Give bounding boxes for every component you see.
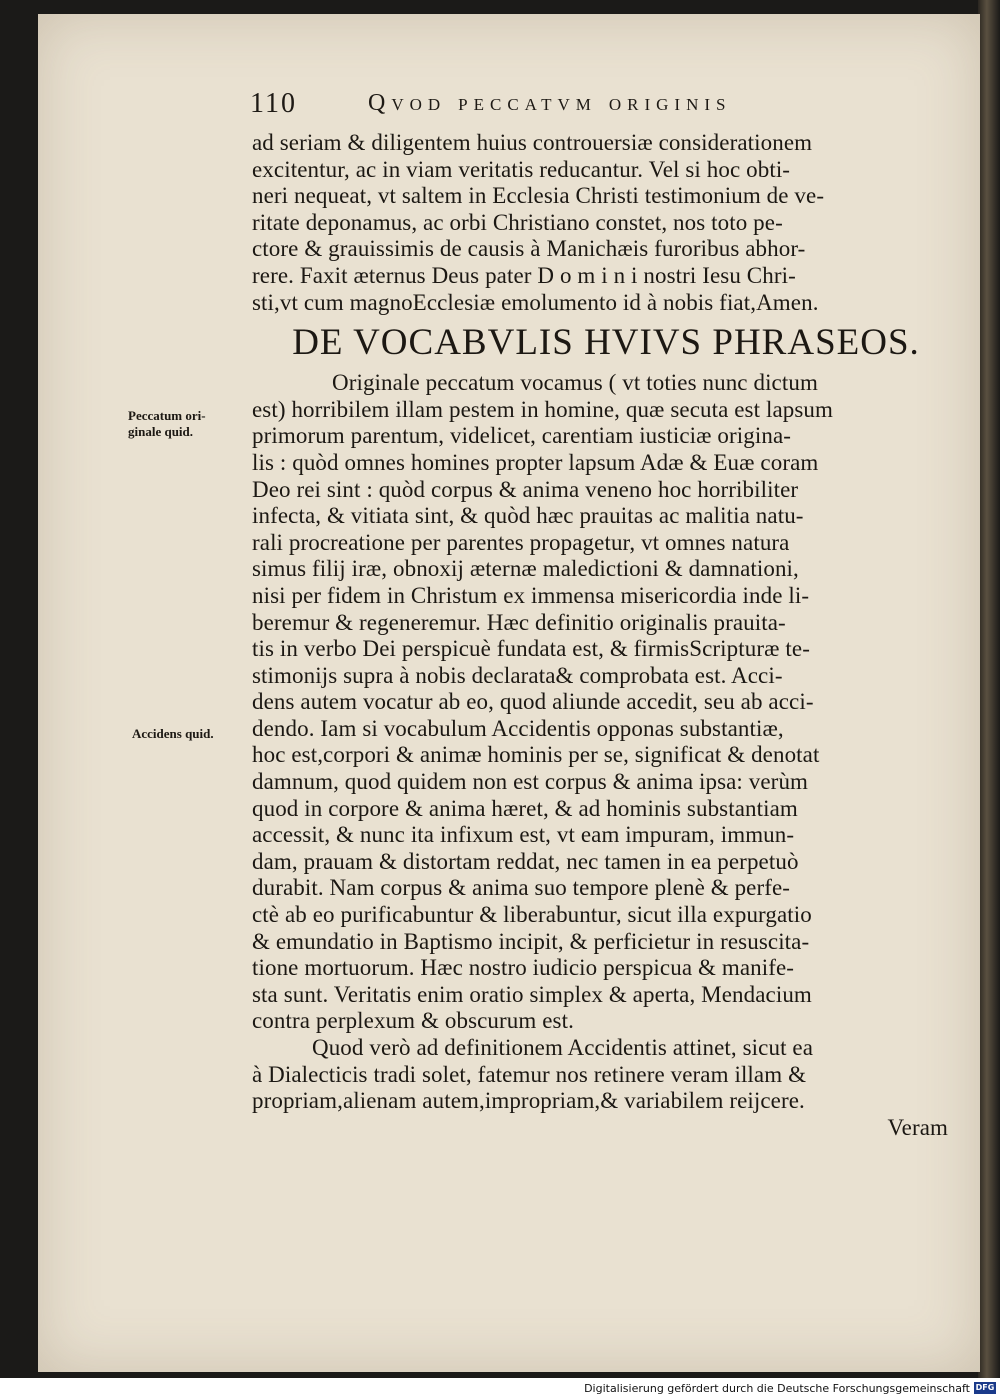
- margin-note-line: ginale quid.: [128, 424, 194, 439]
- text-line: quod in corpore & anima hæret, & ad hominis substantiam: [252, 795, 798, 821]
- text-line: primorum parentum, videlicet, carentiam iusticiæ origina-: [252, 423, 792, 449]
- margin-note-peccatum: [128, 408, 206, 440]
- text-line: ctè ab eo purificabuntur & liberabuntur, sicut illa expurgatio: [252, 902, 812, 928]
- text-line: excitentur, ac in viam veritatis reducantur. Vel si hoc obti-: [252, 156, 791, 182]
- text-line: Originale peccatum vocamus ( vt toties nunc dictum: [332, 370, 818, 396]
- margin-note-line: Peccatum ori-: [128, 408, 206, 423]
- footer-credit: Digitalisierung gefördert durch die Deutsche Forschungsgemeinschaft: [584, 1382, 970, 1395]
- text-line: Deo rei sint : quòd corpus & anima veneno hoc horribiliter: [252, 476, 799, 502]
- catchword: Veram: [887, 1114, 948, 1140]
- text-line: sti,vt cum magnoEcclesiæ emolumento id à nobis fiat,Amen.: [252, 289, 819, 315]
- text-line: infecta, & vitiata sint, & quòd hæc prauitas ac malitia natu-: [252, 503, 804, 529]
- paragraph-definition: [252, 370, 960, 1035]
- text-line: accessit, & nunc ita infixum est, vt eam impuram, immun-: [252, 822, 795, 848]
- paragraph-intro: [252, 130, 960, 316]
- text-line: dam, prauam & distortam reddat, nec tamen in ea perpetuò: [252, 848, 799, 874]
- section-heading: DE VOCABVLIS HVIVS PHRASEOS.: [292, 322, 920, 364]
- text-line: simus filij iræ, obnoxij æternæ maledictioni & damnationi,: [252, 556, 799, 582]
- text-line: durabit. Nam corpus & anima suo tempore plenè & perfe-: [252, 875, 791, 901]
- text-line: rali procreatione per parentes propagetur, vt omnes natura: [252, 529, 790, 555]
- text-line: tione mortuorum. Hæc nostro iudicio perspicua & manife-: [252, 955, 795, 981]
- text-line: damnum, quod quidem non est corpus & anima ipsa: verùm: [252, 769, 809, 795]
- text-line: dens autem vocatur ab eo, quod aliunde accedit, seu ab acci-: [252, 689, 814, 715]
- text-line: sta sunt. Veritatis enim oratio simplex & aperta, Mendacium: [252, 981, 812, 1007]
- page-number: 110: [250, 88, 297, 119]
- text-line: & emundatio in Baptismo incipit, & perficietur in resuscita-: [252, 928, 810, 954]
- running-title: Qvod peccatvm originis: [368, 90, 732, 116]
- text-line: tis in verbo Dei perspicuè fundata est, & firmisScripturæ te-: [252, 636, 810, 662]
- text-line: Quod verò ad definitionem Accidentis attinet, sicut ea: [312, 1035, 814, 1060]
- text-line: est) horribilem illam pestem in homine, quæ secuta est lapsum: [252, 396, 833, 422]
- text-line: rere. Faxit æternus Deus pater D o m i n i nostri Iesu Chri-: [252, 262, 796, 288]
- text-line: dendo. Iam si vocabulum Accidentis opponas substantiæ,: [252, 715, 784, 741]
- dfg-logo-icon: DFG: [975, 1383, 995, 1392]
- text-line: ctore & grauissimis de causis à Manichæis furoribus abhor-: [252, 236, 806, 262]
- text-line: hoc est,corpori & animæ hominis per se, significat & denotat: [252, 742, 820, 768]
- text-line: ritate deponamus, ac orbi Christiano constet, nos toto pe-: [252, 209, 783, 235]
- text-line: neri nequeat, vt saltem in Ecclesia Christi testimonium de ve-: [252, 183, 825, 209]
- text-line: lis : quòd omnes homines propter lapsum Adæ & Euæ coram: [252, 449, 819, 475]
- text-line: contra perplexum & obscurum est.: [252, 1008, 574, 1034]
- text-line: ad seriam & diligentem huius controuersiæ considerationem: [252, 130, 813, 155]
- page-header: [250, 88, 970, 128]
- text-block: [252, 130, 960, 1141]
- text-line: propriam,alienam autem,impropriam,& variabilem reijcere.: [252, 1088, 805, 1114]
- paragraph-accidens: [252, 1035, 960, 1141]
- text-line: nisi per fidem in Christum ex immensa misericordia inde li-: [252, 582, 810, 608]
- footer-bar: [0, 1378, 1000, 1397]
- text-line: stimonijs supra à nobis declarata& comprobata est. Acci-: [252, 662, 783, 688]
- text-line: à Dialecticis tradi solet, fatemur nos retinere veram illam &: [252, 1061, 807, 1087]
- margin-note-accidens: Accidens quid.: [132, 726, 214, 741]
- book-edge: [978, 0, 1000, 1378]
- text-line: beremur & regeneremur. Hæc definitio originalis prauita-: [252, 609, 786, 635]
